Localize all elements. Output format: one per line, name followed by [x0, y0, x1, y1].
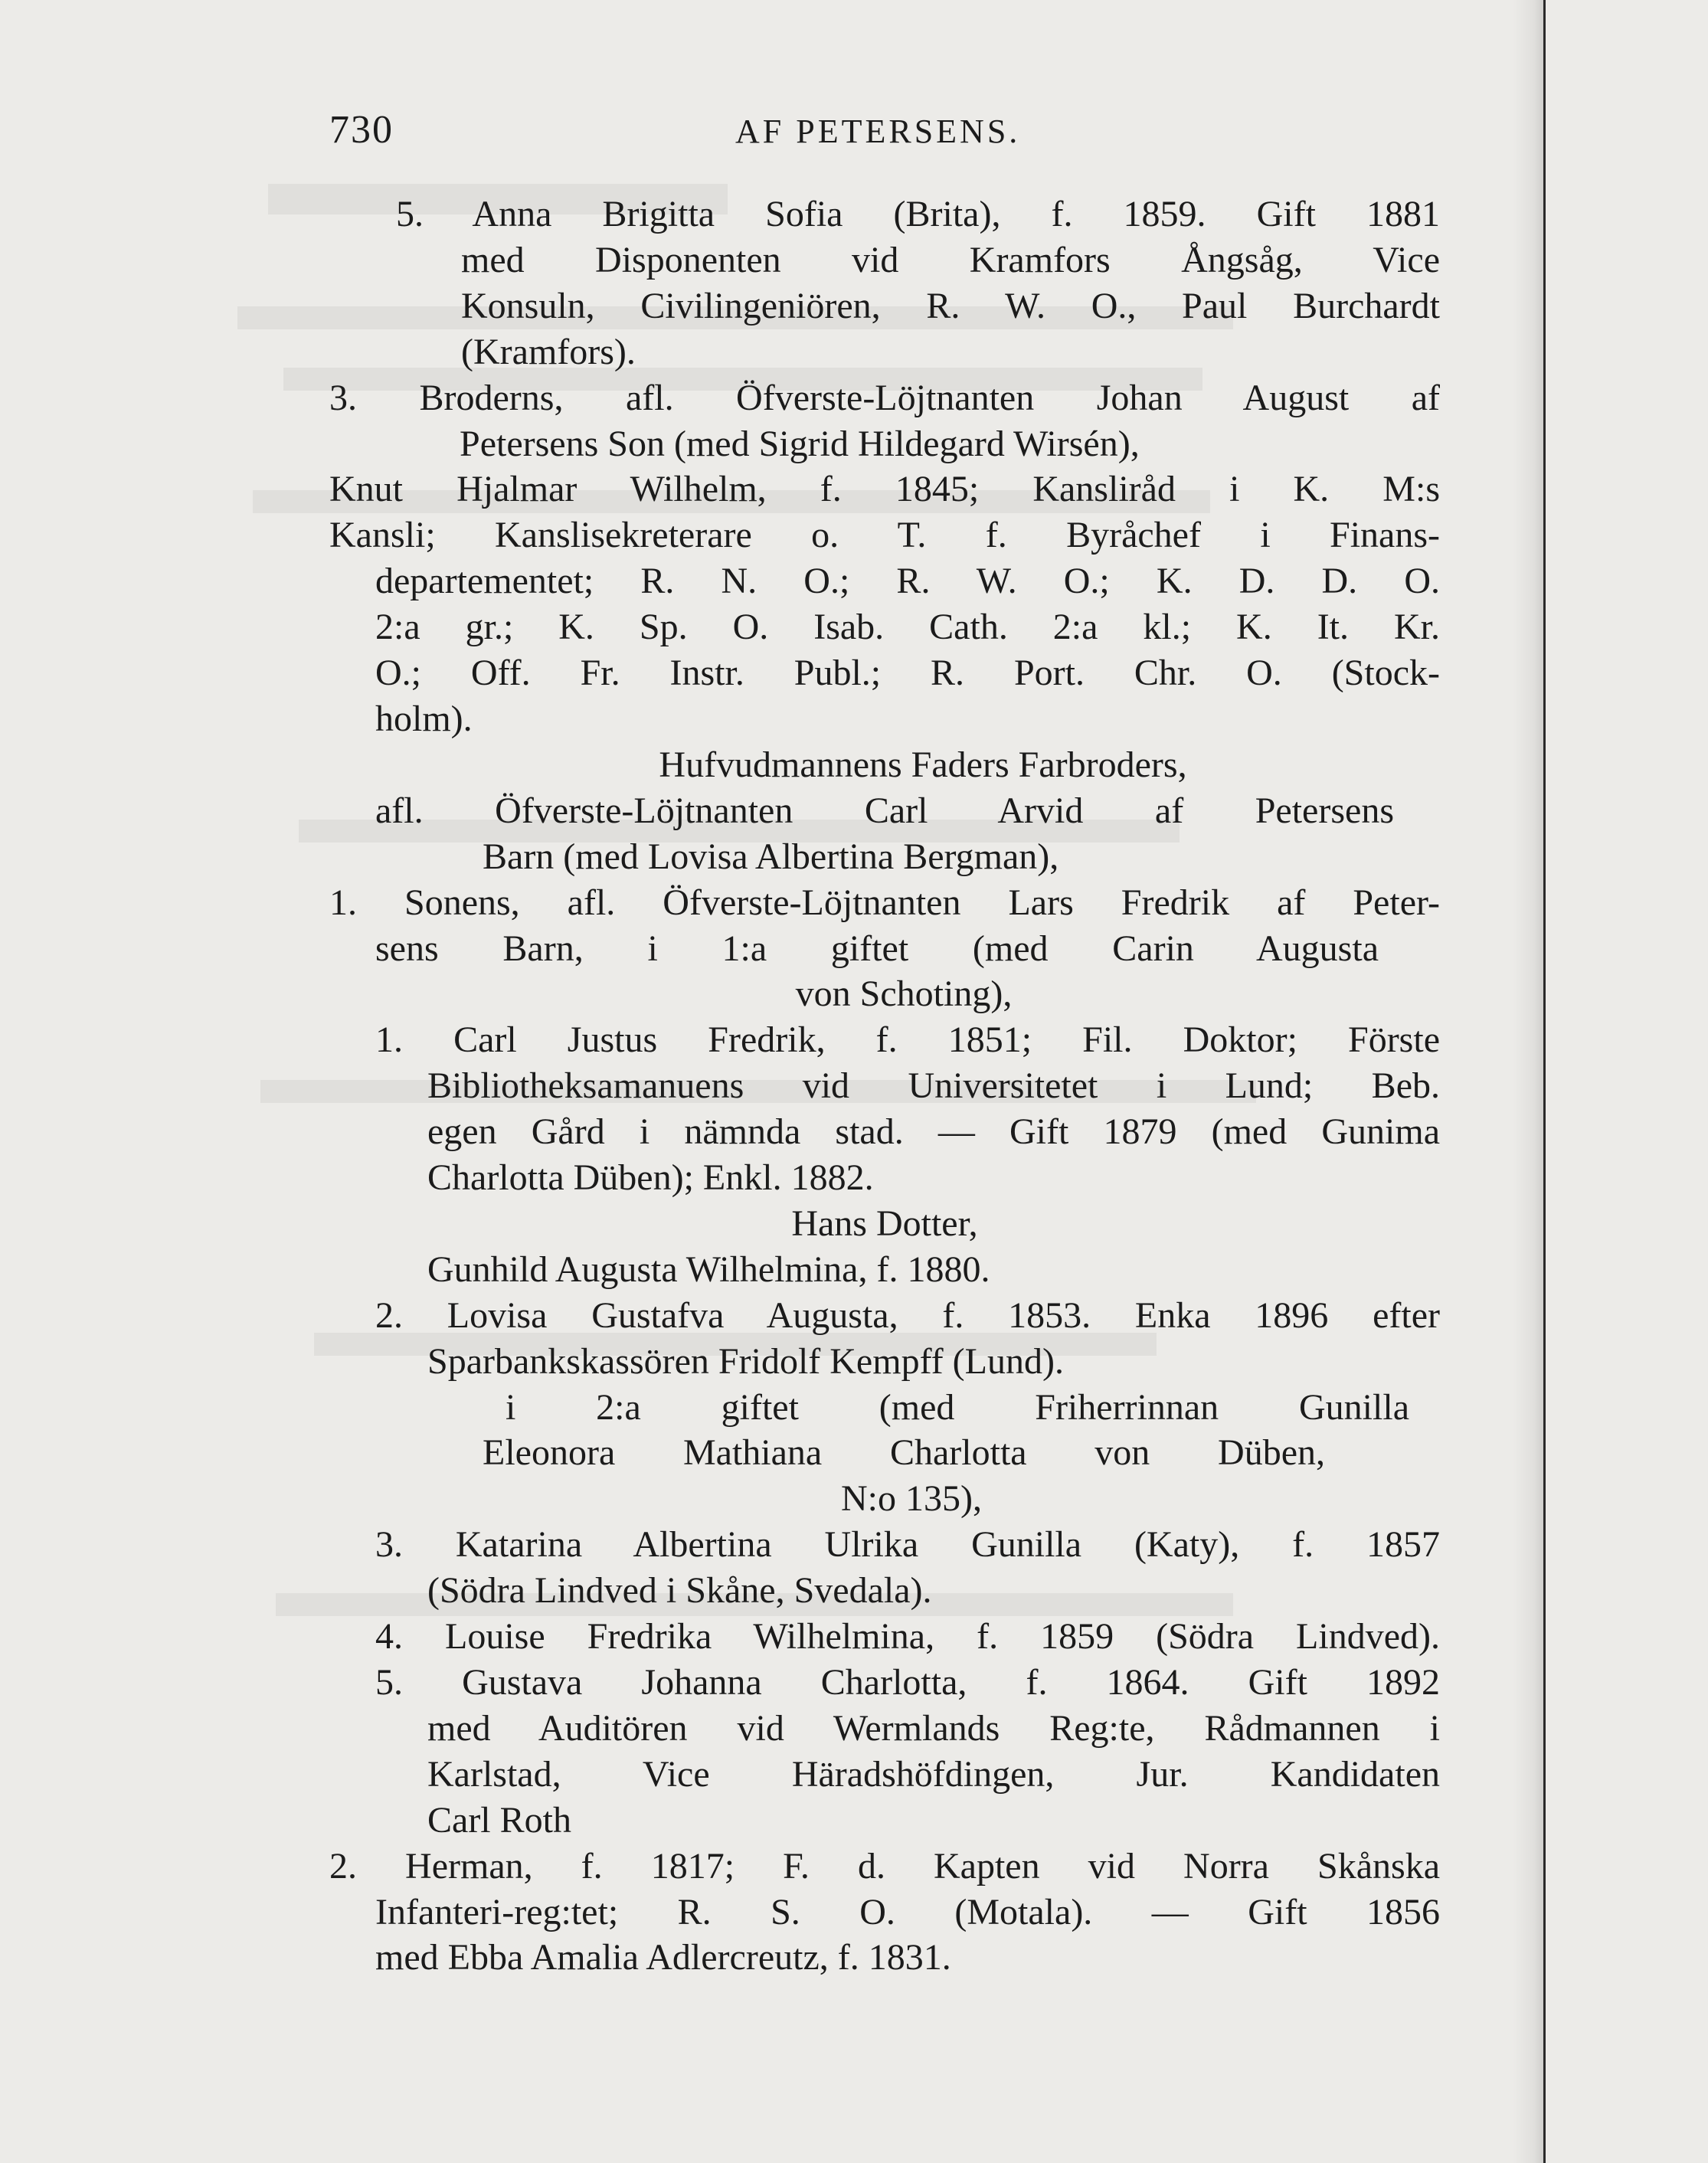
page-header	[329, 107, 1440, 153]
text-line: 3. Broderns, afl. Öfverste-Löjtnanten Johan August af	[329, 377, 1440, 418]
text-line: Sparbankskassören Fridolf Kempff (Lund).	[427, 1340, 1064, 1382]
text-line: Knut Hjalmar Wilhelm, f. 1845; Kansliråd i K. M:s	[329, 469, 1440, 510]
text-line: O.; Off. Fr. Instr. Publ.; R. Port. Chr. O. (Stock-	[375, 653, 1440, 694]
text-line: med Disponenten vid Kramfors Ångsåg, Vice	[461, 239, 1440, 280]
text-line: med Ebba Amalia Adlercreutz, f. 1831.	[375, 1937, 951, 1978]
text-line: 2. Herman, f. 1817; F. d. Kapten vid Norra Skånska	[329, 1845, 1440, 1886]
text-line: Infanteri-reg:tet; R. S. O. (Motala). — Gift 1856	[375, 1891, 1440, 1932]
text-line: Barn (med Lovisa Albertina Bergman),	[483, 836, 1059, 877]
text-line: Hufvudmannens Faders Farbroders,	[659, 744, 1187, 785]
text-line: holm).	[375, 698, 473, 739]
text-line: (Södra Lindved i Skåne, Svedala).	[427, 1570, 932, 1612]
text-line: i 2:a giftet (med Friherrinnan Gunilla	[506, 1386, 1409, 1428]
text-line: Carl Roth	[427, 1799, 571, 1841]
text-line: Petersens Son (med Sigrid Hildegard Wirsén),	[460, 423, 1140, 464]
text-line: von Schoting),	[795, 974, 1013, 1015]
text-line: Bibliotheksamanuens vid Universitetet i Lund; Beb.	[427, 1065, 1440, 1107]
text-line: Eleonora Mathiana Charlotta von Düben,	[483, 1432, 1325, 1474]
text-line: Kansli; Kanslisekreterare o. T. f. Byråchef i Finans-	[329, 515, 1440, 556]
text-line: med Auditören vid Wermlands Reg:te, Rådmannen i	[427, 1707, 1440, 1749]
text-line: 5. Gustava Johanna Charlotta, f. 1864. Gift 1892	[375, 1662, 1440, 1703]
text-line: 4. Louise Fredrika Wilhelmina, f. 1859 (Södra Lindved).	[375, 1616, 1440, 1657]
text-line: (Kramfors).	[461, 331, 636, 372]
page-number: 730	[329, 108, 394, 152]
text-line: Konsuln, Civilingeniören, R. W. O., Paul Burchardt	[461, 285, 1440, 326]
text-line: afl. Öfverste-Löjtnanten Carl Arvid af Petersens	[375, 790, 1394, 831]
text-line: 1. Carl Justus Fredrik, f. 1851; Fil. Doktor; Förste	[375, 1019, 1440, 1061]
text-line: Charlotta Düben); Enkl. 1882.	[427, 1157, 874, 1199]
text-line: sens Barn, i 1:a giftet (med Carin Augusta	[375, 928, 1379, 969]
text-line: egen Gård i nämnda stad. — Gift 1879 (med Gunima	[427, 1111, 1440, 1153]
text-line: Hans Dotter,	[791, 1203, 978, 1244]
page-body	[329, 191, 1440, 1981]
text-line: Gunhild Augusta Wilhelmina, f. 1880.	[427, 1248, 990, 1290]
book-spine-edge	[1513, 0, 1546, 2163]
text-line: 1. Sonens, afl. Öfverste-Löjtnanten Lars Fredrik af Peter-	[329, 882, 1440, 923]
text-line: 3. Katarina Albertina Ulrika Gunilla (Katy), f. 1857	[375, 1524, 1440, 1566]
text-line: 2:a gr.; K. Sp. O. Isab. Cath. 2:a kl.; K. It. Kr.	[375, 607, 1440, 648]
text-line: 2. Lovisa Gustafva Augusta, f. 1853. Enka 1896 efter	[375, 1294, 1440, 1336]
text-line: N:o 135),	[841, 1478, 982, 1520]
text-line: 5. Anna Brigitta Sofia (Brita), f. 1859. Gift 1881	[396, 194, 1440, 234]
text-line: Karlstad, Vice Häradshöfdingen, Jur. Kandidaten	[427, 1753, 1440, 1795]
text-line: departementet; R. N. O.; R. W. O.; K. D. D. O.	[375, 561, 1440, 602]
running-title: AF PETERSENS.	[735, 113, 1021, 150]
